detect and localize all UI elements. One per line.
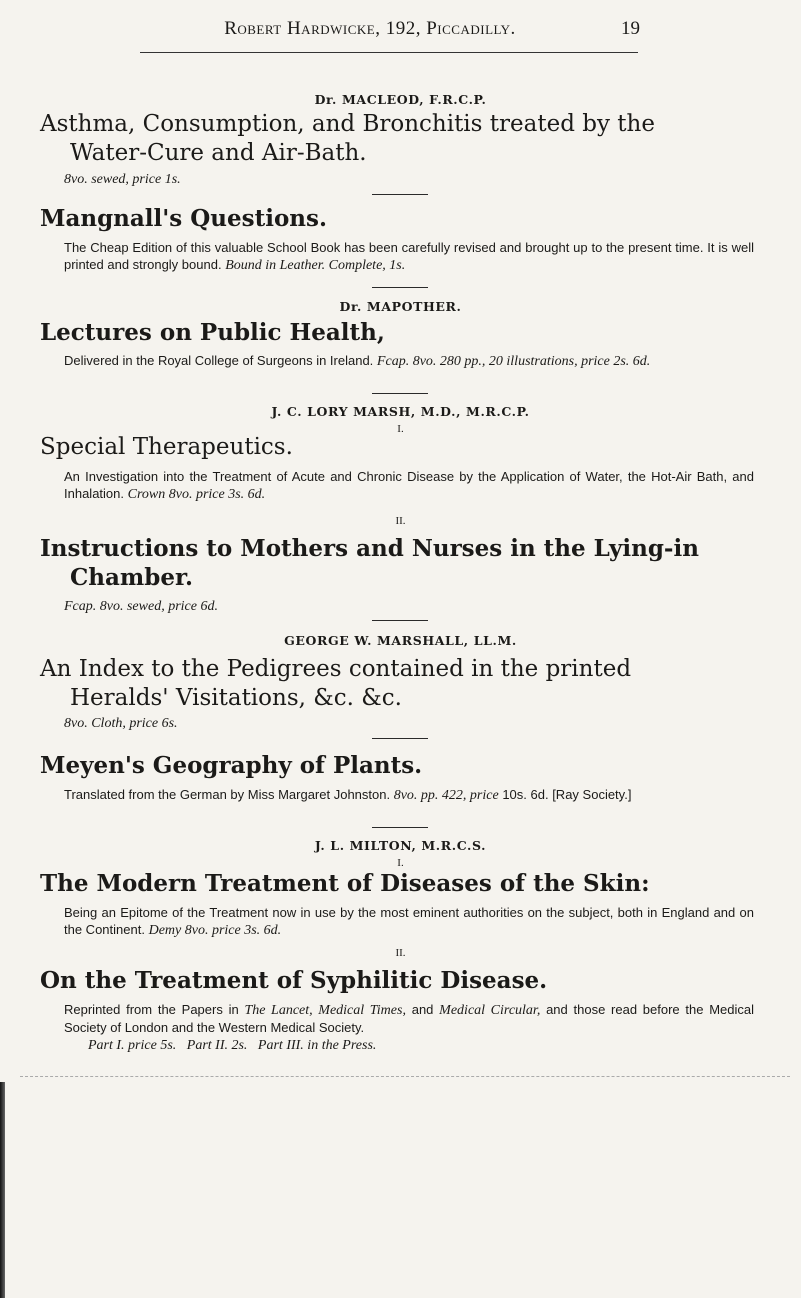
- title-line: Water-Cure and Air-Bath.: [70, 140, 367, 166]
- numeral: I.: [397, 857, 404, 869]
- desc-lectures: Delivered in the Royal College of Surgeons in Ireland. Fcap. 8vo. 280 pp., 20 illustrations, price 2s. 6d.: [64, 353, 651, 369]
- author-mapother: Dr. MAPOTHER.: [339, 299, 462, 314]
- numeral: II.: [395, 947, 406, 959]
- page-edge-shadow: [0, 1082, 5, 1298]
- divider: [372, 620, 428, 621]
- title-mangnall: Mangnall's Questions.: [40, 205, 327, 232]
- author-marshall: GEORGE W. MARSHALL, LL.M.: [284, 633, 517, 648]
- title-line: Instructions to Mothers and Nurses in the Lying-in: [40, 535, 699, 562]
- parts-syphilitic: Part I. price 5s. Part II. 2s. Part III. in the Press.: [88, 1038, 377, 1053]
- title-line: Heralds' Visitations, &c. &c.: [70, 685, 402, 711]
- title-syphilitic: On the Treatment of Syphilitic Disease.: [40, 967, 548, 994]
- title-lectures: Lectures on Public Health,: [40, 319, 385, 346]
- desc-special-therapeutics: An Investigation into the Treatment of Acute and Chronic Disease by the Application of Water, the Hot-Air Bath, and Inhalation. Crown 8vo. price 3s. 6d.: [64, 469, 754, 502]
- page-bottom-line: [20, 1076, 790, 1077]
- divider: [372, 738, 428, 739]
- desc-syphilitic: Reprinted from the Papers in The Lancet, Medical Times, and Medical Circular, and those read before the Medical Society of London and the Western Medical Society.: [64, 1002, 754, 1035]
- title-instructions: [40, 534, 760, 592]
- price-instructions: Fcap. 8vo. sewed, price 6d.: [64, 599, 218, 614]
- divider: [372, 393, 428, 394]
- title-line: An Index to the Pedigrees contained in the printed: [40, 656, 632, 682]
- title-asthma: [40, 110, 760, 168]
- title-meyen: Meyen's Geography of Plants.: [40, 752, 423, 779]
- page-number: 19: [621, 18, 640, 39]
- running-title: Robert Hardwicke, 192, Piccadilly.: [224, 18, 516, 39]
- divider: [372, 827, 428, 828]
- author-milton: J. L. MILTON, M.R.C.S.: [314, 838, 487, 853]
- author-macleod: Dr. MACLEOD, F.R.C.P.: [314, 92, 487, 107]
- page-header: [140, 18, 640, 44]
- title-line: Chamber.: [70, 564, 193, 591]
- title-index: [40, 655, 760, 713]
- desc-modern-treatment: Being an Epitome of the Treatment now in use by the most eminent authorities on the subject, both in England and on the Continent. Demy 8vo. price 3s. 6d.: [64, 905, 754, 938]
- numeral: II.: [395, 515, 406, 527]
- title-modern-treatment: The Modern Treatment of Diseases of the Skin:: [40, 870, 650, 897]
- desc-mangnall: The Cheap Edition of this valuable School Book has been carefully revised and brought up to the present time. It is well printed and strongly bound. Bound in Leather. Complete, 1s.: [64, 240, 754, 273]
- title-line: Asthma, Consumption, and Bronchitis treated by the: [40, 111, 655, 137]
- desc-meyen: Translated from the German by Miss Margaret Johnston. 8vo. pp. 422, price 10s. 6d. [Ray Society.]: [64, 787, 632, 803]
- title-special-therapeutics: Special Therapeutics.: [40, 434, 293, 460]
- price-asthma: 8vo. sewed, price 1s.: [64, 172, 181, 187]
- author-marsh: J. C. LORY MARSH, M.D., M.R.C.P.: [271, 404, 530, 419]
- numeral: I.: [397, 423, 404, 435]
- price-index: 8vo. Cloth, price 6s.: [64, 716, 178, 731]
- divider: [372, 194, 428, 195]
- header-rule: [140, 52, 638, 53]
- divider: [372, 287, 428, 288]
